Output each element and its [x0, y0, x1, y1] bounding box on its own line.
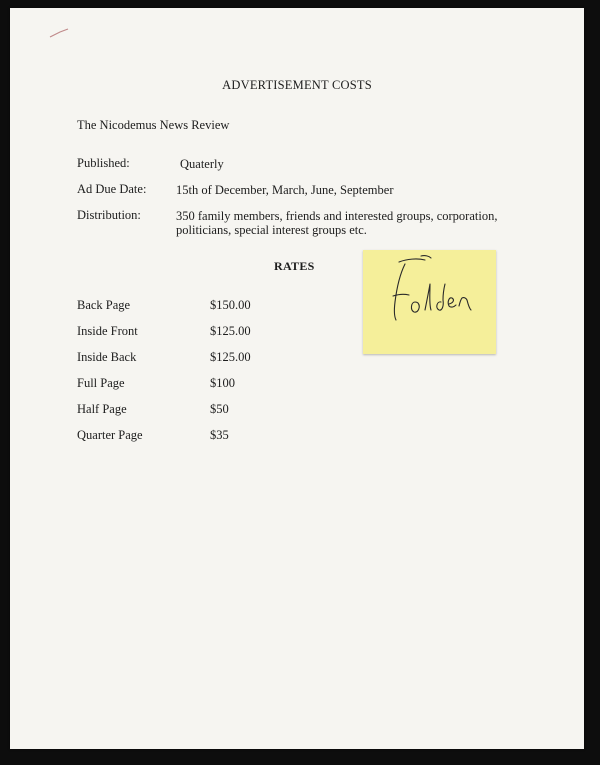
distribution-value-line2: politicians, special interest groups etc.	[176, 223, 367, 237]
rate-price: $125.00	[210, 324, 251, 338]
rate-name: Back Page	[77, 298, 131, 312]
rate-price: $100	[210, 376, 235, 390]
ad-due-date-value: 15th of December, March, June, September	[176, 183, 394, 197]
ad-due-date-label: Ad Due Date:	[77, 182, 147, 196]
pencil-mark-icon	[48, 26, 74, 40]
sticky-note	[363, 250, 496, 354]
published-label: Published:	[77, 156, 130, 170]
rate-name: Inside Front	[77, 324, 138, 338]
handwritten-folder-signature	[363, 250, 496, 354]
rate-price: $50	[210, 402, 229, 416]
published-value: Quaterly	[180, 157, 224, 171]
rate-price: $35	[210, 428, 229, 442]
rate-name: Inside Back	[77, 350, 137, 364]
publication-name: The Nicodemus News Review	[77, 118, 230, 132]
distribution-label: Distribution:	[77, 208, 141, 222]
document-page	[10, 8, 584, 749]
rates-heading: RATES	[274, 259, 315, 273]
rate-name: Full Page	[77, 376, 125, 390]
page-title: ADVERTISEMENT COSTS	[222, 78, 372, 92]
rate-price: $150.00	[210, 298, 251, 312]
rate-name: Quarter Page	[77, 428, 143, 442]
rate-price: $125.00	[210, 350, 251, 364]
rate-name: Half Page	[77, 402, 127, 416]
distribution-value-line1: 350 family members, friends and interested groups, corporation,	[176, 209, 498, 223]
